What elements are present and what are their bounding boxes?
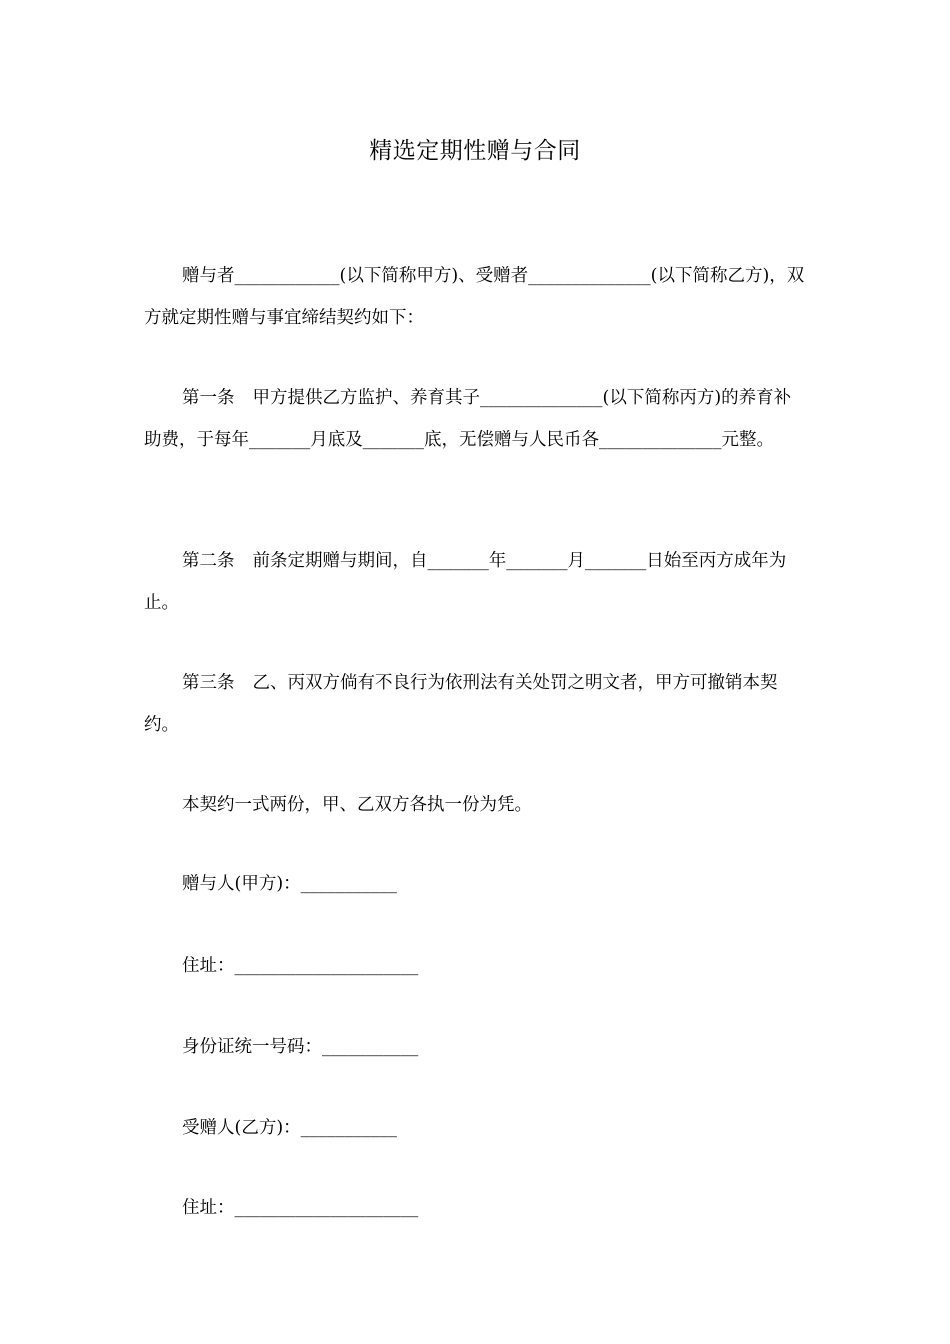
- signature-recipient-address-label: 住址：: [182, 1198, 235, 1218]
- signature-recipient-label: 受赠人(乙方)：: [182, 1118, 301, 1138]
- article-2-text: 前条定期赠与期间，自_______年_______月_______日始至丙方成年为止。: [144, 551, 787, 613]
- document-title: 精选定期性赠与合同: [369, 138, 581, 164]
- article-2-label: 第二条: [182, 551, 235, 571]
- article-1-label: 第一条: [182, 388, 235, 408]
- signature-donor-address-blank: _____________________: [234, 956, 419, 976]
- closing-text: 本契约一式两份，甲、乙双方各执一份为凭。: [182, 795, 532, 815]
- signature-donor-address-label: 住址：: [182, 956, 235, 976]
- article-1-text: 甲方提供乙方监护、养育其子______________(以下简称丙方)的养育补助费，于每年_______月底及_______底，无偿赠与人民币各______________元整。: [144, 388, 792, 450]
- signature-recipient: [182, 1113, 397, 1143]
- signature-donor-id: [182, 1032, 418, 1062]
- article-3: [144, 662, 808, 746]
- signature-recipient-address-blank: _____________________: [234, 1198, 419, 1218]
- closing-paragraph: [144, 784, 808, 826]
- signature-donor-label: 赠与人(甲方)：: [182, 874, 301, 894]
- signature-donor-blank: ___________: [300, 874, 397, 894]
- article-3-label: 第三条: [182, 673, 235, 693]
- signature-donor-id-label: 身份证统一号码：: [182, 1037, 322, 1057]
- signature-donor-id-blank: ___________: [322, 1037, 419, 1057]
- signature-donor-address: [182, 951, 418, 981]
- article-2: [144, 540, 808, 624]
- signature-recipient-address: [182, 1193, 418, 1223]
- signature-recipient-blank: ___________: [300, 1118, 397, 1138]
- article-1: [144, 377, 808, 461]
- intro-paragraph: [144, 255, 808, 339]
- signature-donor: [182, 869, 397, 899]
- article-3-text: 乙、丙双方倘有不良行为依刑法有关处罚之明文者，甲方可撤销本契约。: [144, 673, 778, 735]
- intro-text: 赠与者____________(以下简称甲方)、受赠者______________(以下简称乙方)，双方就定期性赠与事宜缔结契约如下：: [144, 266, 805, 328]
